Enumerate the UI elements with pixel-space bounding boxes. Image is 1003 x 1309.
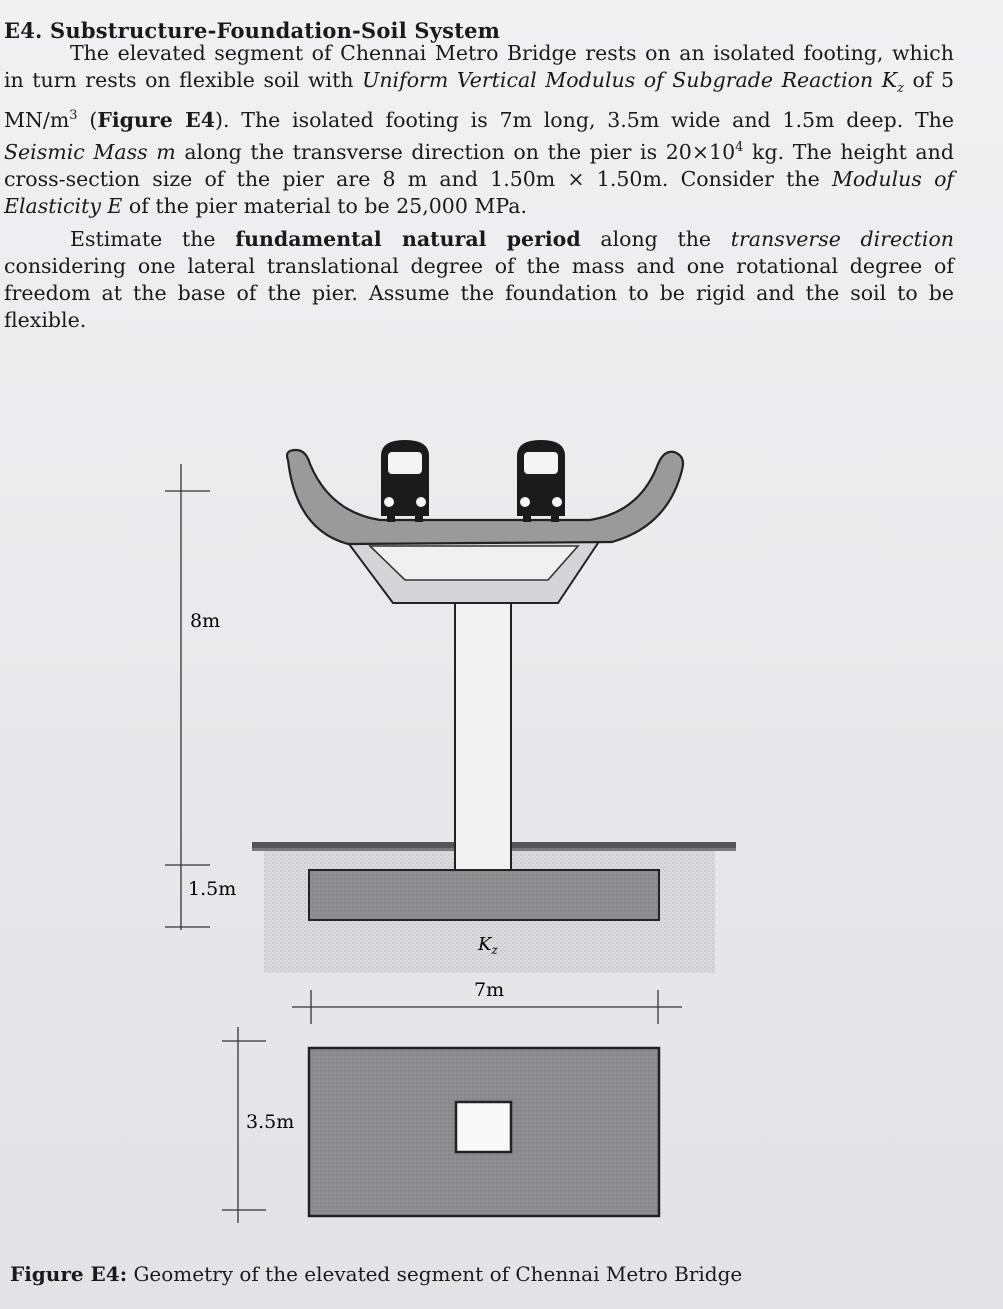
- paragraph1-segment: 3: [69, 108, 78, 124]
- problem-paragraph-1: [4, 40, 954, 220]
- paragraph1-segment: Figure E4: [97, 107, 216, 132]
- paragraph1-segment: Modulus of Elasticity E: [4, 166, 955, 218]
- paragraph1-segment: kg. The height and cross-section size of the pier are 8 m and 1.50m × 1.50m. Consider the: [4, 139, 954, 191]
- problem-heading: E4. Substructure-Foundation-Soil System: [4, 18, 501, 43]
- figure-caption: [10, 1262, 742, 1286]
- problem-paragraph-2: [4, 226, 954, 334]
- paragraph1-segment: ). The isolated footing is 7m long, 3.5m wide and 1.5m deep. The: [215, 107, 955, 132]
- paragraph2-segment: along the: [580, 227, 731, 251]
- length-label: 7m: [474, 979, 505, 1001]
- paragraph2-segment: fundamental natural period: [235, 227, 581, 251]
- length-dimension: [292, 979, 682, 1024]
- paragraph2-segment: transverse direction: [730, 227, 954, 251]
- train-icon: [381, 440, 429, 522]
- paragraph2-segment: considering one lateral translational degree of the mass and one rotational degree of freedom at the base of the pier. Assume the foundation to be rigid and the soil to be flexible.: [4, 254, 954, 332]
- train-icon: [517, 440, 565, 522]
- deck-u-section: [287, 450, 683, 544]
- paragraph1-segment: Uniform Vertical Modulus of Subgrade Reaction K: [362, 68, 898, 92]
- paragraph1-segment: of 5 MN/m: [4, 68, 954, 132]
- svg-text:Kz: $K_z$: [478, 934, 498, 957]
- height-dimension: [165, 464, 236, 930]
- figure-e4: [0, 430, 1003, 1240]
- paragraph-1-text: [4, 41, 954, 218]
- paragraph1-segment: Seismic Mass m: [4, 139, 176, 164]
- height-label: 8m: [190, 610, 221, 632]
- width-dimension: [222, 1027, 294, 1223]
- bridge-diagram: [0, 430, 1003, 1240]
- paragraph1-segment: The elevated segment of Chennai Metro Bridge rests on an isolated footing, which in turn rests on flexible soil with: [4, 41, 954, 92]
- pier: [455, 590, 511, 870]
- caption-label: Figure E4:: [10, 1262, 128, 1286]
- paragraph2-segment: Estimate the: [70, 227, 236, 251]
- caption-text: Geometry of the elevated segment of Chennai Metro Bridge: [127, 1262, 743, 1286]
- width-label: 3.5m: [246, 1111, 295, 1133]
- paragraph1-segment: of the pier material to be 25,000 MPa.: [122, 193, 527, 218]
- paragraph1-segment: (: [77, 107, 98, 132]
- paragraph1-segment: along the transverse direction on the pier is 20×10: [175, 139, 736, 164]
- footing-elevation: [309, 870, 659, 920]
- pier-plan-section: [456, 1102, 511, 1152]
- paragraph1-segment: 4: [735, 139, 744, 155]
- paragraph1-segment: z: [897, 81, 904, 97]
- paragraph-2-text: [4, 227, 954, 332]
- depth-label: 1.5m: [188, 878, 237, 900]
